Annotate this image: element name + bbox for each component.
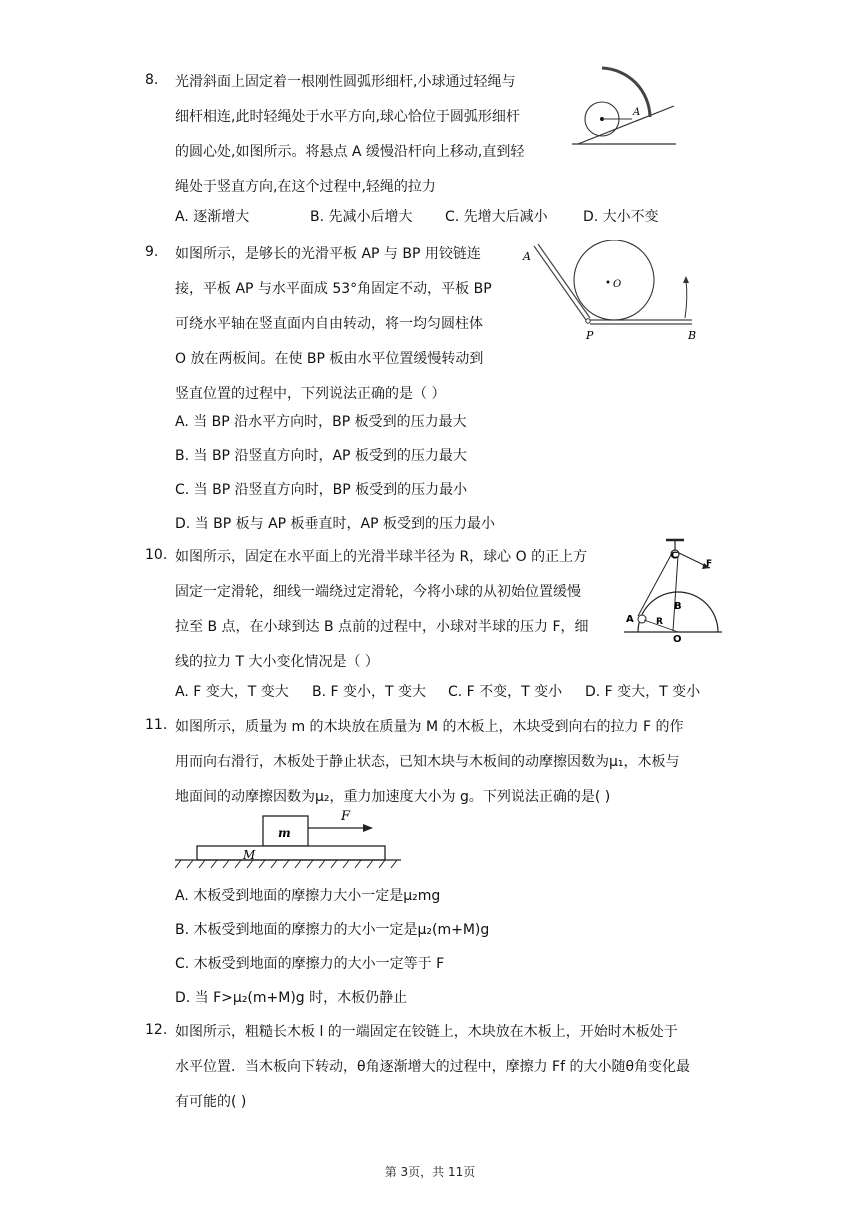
question-number: 8.	[145, 72, 159, 88]
figure-label-a: A	[523, 250, 531, 263]
question-text-line: 的圆心处,如图所示。将悬点 A 缓慢沿杆向上移动,直到轻	[175, 144, 525, 160]
question-text-line: 线的拉力 T 大小变化情况是（ ）	[175, 654, 379, 670]
question-number: 12.	[145, 1022, 168, 1038]
option-b: B. F 变小，T 变大	[312, 684, 427, 700]
option-b: B. 先减小后增大	[310, 209, 413, 225]
question-text-line: 可绕水平轴在竖直面内自由转动，将一均匀圆柱体	[175, 316, 483, 332]
question-text-line: 如图所示，固定在水平面上的光滑半球半径为 R，球心 O 的正上方	[175, 549, 588, 565]
option-a: A. 逐渐增大	[175, 209, 250, 225]
figure-q11-block-board	[175, 808, 403, 870]
option-d: D. F 变大，T 变小	[585, 684, 701, 700]
option-c: C. 木板受到地面的摩擦力的大小一定等于 F	[175, 956, 445, 972]
figure-label-b: B	[688, 329, 697, 342]
question-text-line: 接，平板 AP 与水平面成 53°角固定不动，平板 BP	[175, 281, 492, 297]
question-text-line: 竖直位置的过程中，下列说法正确的是（ ）	[175, 386, 446, 402]
figure-label-board: M	[243, 848, 256, 862]
option-c: C. 当 BP 沿竖直方向时，BP 板受到的压力最小	[175, 482, 468, 498]
option-c: C. F 不变，T 变小	[448, 684, 563, 700]
figure-label-m: m	[278, 826, 291, 840]
figure-label-f: F	[706, 559, 713, 569]
option-d: D. 当 BP 板与 AP 板垂直时，AP 板受到的压力最小	[175, 516, 496, 532]
option-d: D. 大小不变	[583, 209, 659, 225]
question-text-line: 水平位置．当木板向下转动，θ角逐渐增大的过程中，摩擦力 Ff 的大小随θ角变化最	[175, 1059, 691, 1075]
question-text-line: 地面间的动摩擦因数为μ₂，重力加速度大小为 g。下列说法正确的是( )	[175, 789, 611, 805]
question-text-line: 固定一定滑轮，细线一端绕过定滑轮，今将小球的从初始位置缓慢	[175, 584, 581, 600]
question-text-line: 如图所示，质量为 m 的木块放在质量为 M 的木板上，木块受到向右的拉力 F 的作	[175, 719, 684, 735]
question-text-line: 细杆相连,此时轻绳处于水平方向,球心恰位于圆弧形细杆	[175, 109, 520, 125]
question-text-line: 有可能的( )	[175, 1094, 247, 1110]
question-text-line: 如图所示，粗糙长木板 l 的一端固定在铰链上，木块放在木板上，开始时木板处于	[175, 1024, 678, 1040]
question-number: 11.	[145, 717, 168, 733]
figure-label-force: F	[341, 809, 351, 824]
question-text-line: 拉至 B 点，在小球到达 B 点前的过程中，小球对半球的压力 F，细	[175, 619, 589, 635]
figure-label-r: R	[656, 617, 663, 627]
option-a: A. F 变大，T 变大	[175, 684, 289, 700]
option-a: A. 当 BP 沿水平方向时，BP 板受到的压力最大	[175, 414, 467, 430]
figure-q9-plates-cylinder	[520, 240, 705, 345]
figure-label-c: C	[671, 551, 678, 561]
option-b: B. 木板受到地面的摩擦力的大小一定是μ₂(m+M)g	[175, 922, 490, 938]
figure-label-a: A	[633, 107, 641, 118]
option-c: C. 先增大后减小	[445, 209, 548, 225]
option-b: B. 当 BP 沿竖直方向时，AP 板受到的压力最大	[175, 448, 467, 464]
option-d: D. 当 F>μ₂(m+M)g 时，木板仍静止	[175, 990, 408, 1006]
question-text-line: 如图所示，是够长的光滑平板 AP 与 BP 用铰链连	[175, 246, 481, 262]
figure-label-a: A	[626, 614, 634, 625]
figure-label-o: O	[673, 634, 682, 644]
figure-label-o: O	[613, 279, 622, 290]
question-text-line: 用而向右滑行，木板处于静止状态，已知木块与木板间的动摩擦因数为μ₁，木板与	[175, 754, 680, 770]
question-number: 10.	[145, 547, 168, 563]
question-text-line: O 放在两板间。在使 BP 板由水平位置缓慢转动到	[175, 351, 484, 367]
figure-q8-arc-rod	[570, 62, 680, 154]
option-a: A. 木板受到地面的摩擦力大小一定是μ₂mg	[175, 888, 441, 904]
page-footer: 第 3页，共 11页	[384, 1165, 476, 1179]
question-text-line: 光滑斜面上固定着一根刚性圆弧形细杆,小球通过轻绳与	[175, 74, 516, 90]
figure-q10-hemisphere-pulley	[622, 538, 722, 644]
figure-label-p: P	[586, 329, 594, 342]
figure-label-b: B	[674, 601, 682, 612]
question-number: 9.	[145, 244, 159, 260]
question-text-line: 绳处于竖直方向,在这个过程中,轻绳的拉力	[175, 179, 436, 195]
